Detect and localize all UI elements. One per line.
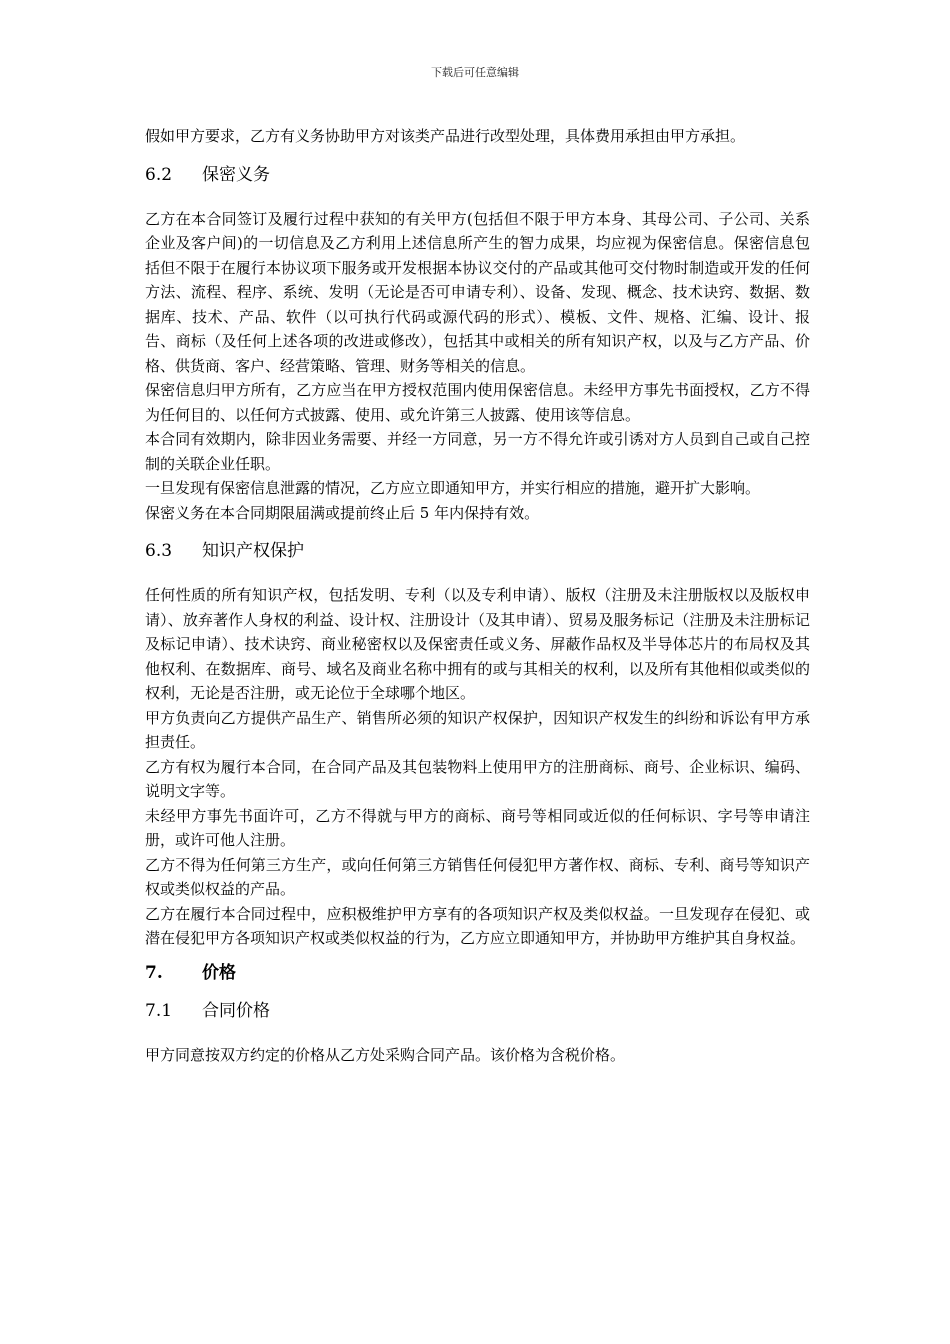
page-header: 下载后可任意编辑 [431,66,519,79]
paragraph: 乙方有权为履行本合同，在合同产品及其包装物料上使用甲方的注册商标、商号、企业标识、编码、说明文字等。 [145,757,810,800]
paragraph: 一旦发现有保密信息泄露的情况，乙方应立即通知甲方，并实行相应的措施，避开扩大影响。 [145,479,761,497]
section-heading-6-2 [145,163,810,187]
paragraph: 保密信息归甲方所有，乙方应当在甲方授权范围内使用保密信息。未经甲方事先书面授权，乙方不得为任何目的、以任何方式披露、使用、或允许第三人披露、使用该等信息。 [145,381,810,424]
section-title: 知识产权保护 [202,541,304,561]
paragraph: 保密义务在本合同期限届满或提前终止后 5 年内保持有效。 [145,503,540,522]
paragraph: 乙方不得为任何第三方生产，或向任何第三方销售任何侵犯甲方著作权、商标、专利、商号等知识产权或类似权益的产品。 [145,855,810,898]
section-number: 7.1 [145,1000,173,1021]
section-number: 6.3 [145,541,173,561]
section-heading-7-1 [145,999,810,1023]
document-body [145,124,810,1067]
chapter-heading-7 [145,961,810,985]
paragraph: 未经甲方事先书面许可，乙方不得就与甲方的商标、商号等相同或近似的任何标识、字号等申请注册，或许可他人注册。 [145,806,810,849]
section-title: 合同价格 [202,1000,270,1021]
paragraph: 本合同有效期内，除非因业务需要、并经一方同意，另一方不得允许或引诱对方人员到自己或自己控制的关联企业任职。 [145,430,810,473]
paragraph: 甲方同意按双方约定的价格从乙方处采购合同产品。该价格为含税价格。 [145,1045,626,1064]
paragraph: 乙方在履行本合同过程中，应积极维护甲方享有的各项知识产权及类似权益。一旦发现存在侵犯、或潜在侵犯甲方各项知识产权或类似权益的行为，乙方应立即通知甲方，并协助甲方维护其自身权益。 [145,904,810,947]
section-heading-6-3 [145,539,810,563]
paragraph: 乙方在本合同签订及履行过程中获知的有关甲方(包括但不限于甲方本身、其母公司、子公司、关系企业及客户间)的一切信息及乙方利用上述信息所产生的智力成果，均应视为保密信息。保密信息包括但不限于在履行本协议项下服务或开发根据本协议交付的产品或其他可交付物时制造或开发的任何方法、流程、程序、系统、发明（无论是否可申请专利）、设备、发现、概念、技术诀窍、数据、数据库、技术、产品、软件（以可执行代码或源代码的形式）、模板、文件、规格、汇编、设计、报告、商标（及任何上述各项的改进或修改），包括其中或相关的所有知识产权，以及与乙方产品、价格、供货商、客户、经营策略、管理、财务等相关的信息。 [145,209,810,375]
paragraph: 任何性质的所有知识产权，包括发明、专利（以及专利申请）、版权（注册及未注册版权以及版权申请）、放弃著作人身权的利益、设计权、注册设计（及其申请）、贸易及服务标记（注册及未注册标记及标记申请）、技术诀窍、商业秘密权以及保密责任或义务、屏蔽作品权及半导体芯片的布局权及其他权利、在数据库、商号、域名及商业名称中拥有的或与其相关的权利，以及所有其他相似或类似的权利，无论是否注册，或无论位于全球哪个地区。 [145,586,810,702]
chapter-number: 7. [145,962,163,983]
paragraph: 甲方负责向乙方提供产品生产、销售所必须的知识产权保护，因知识产权发生的纠纷和诉讼有甲方承担责任。 [145,708,810,751]
section-number: 6.2 [145,164,173,185]
section-title: 保密义务 [202,164,270,185]
paragraph: 假如甲方要求，乙方有义务协助甲方对该类产品进行改型处理，具体费用承担由甲方承担。 [145,127,746,145]
chapter-title: 价格 [202,962,236,983]
